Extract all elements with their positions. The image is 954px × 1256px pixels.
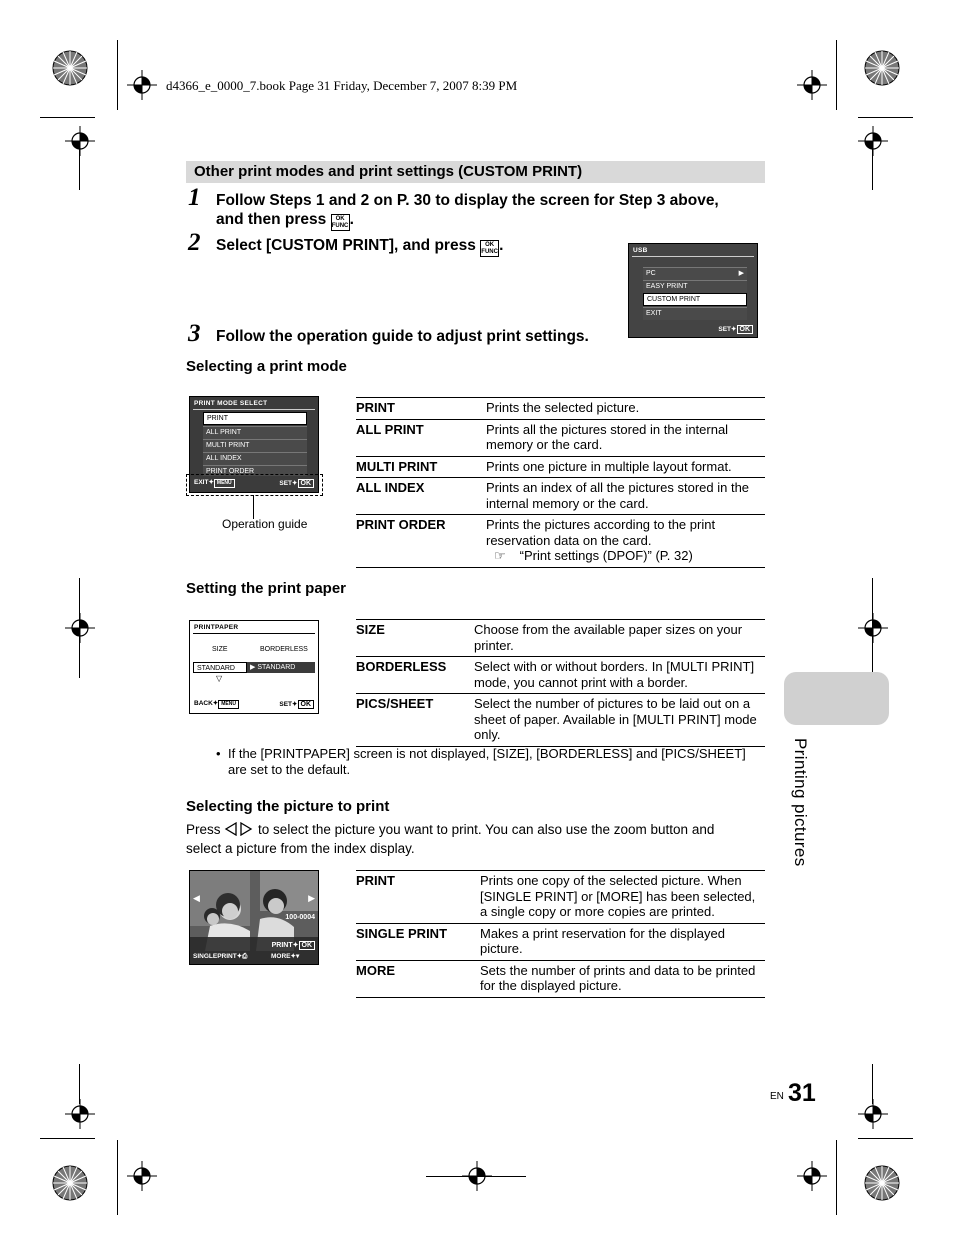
- arrow-right-icon: ▶: [738, 270, 744, 277]
- table-row: PRINT ORDER Prints the pictures according to the print reservation data on the card. ☞ “Print settings (DPOF)” (P. 32): [356, 515, 765, 568]
- usb-menu-screen: USB PC ▶ EASY PRINT CUSTOM PRINT EXIT SET✦ OK: [628, 243, 758, 338]
- registration-wheel-icon: [52, 1165, 88, 1201]
- arrow-right-icon: ▶: [308, 893, 315, 903]
- crosshair-icon: [797, 1161, 827, 1191]
- crosshair-icon: [127, 70, 157, 100]
- select-picture-table: [356, 870, 765, 998]
- print-paper-table: [356, 619, 765, 747]
- crosshair-icon: [65, 613, 95, 643]
- select-picture-body: Press to select the picture you want to print. You can also use the zoom button and select a picture from the index display.: [186, 822, 715, 856]
- table-row: SIZE Choose from the available paper sizes on your printer.: [356, 620, 765, 657]
- chapter-tab: [784, 672, 889, 725]
- usb-item-exit[interactable]: EXIT: [643, 307, 747, 320]
- mode-item-all-print[interactable]: ALL PRINT: [203, 426, 307, 439]
- reference-hand-icon: ☞: [494, 548, 506, 563]
- mode-item-print[interactable]: PRINT: [203, 412, 307, 425]
- borderless-value[interactable]: ▶ STANDARD: [247, 662, 315, 673]
- language-code: EN: [770, 1091, 784, 1102]
- print-mode-table: [356, 397, 765, 568]
- table-row: BORDERLESS Select with or without borders. In [MULTI PRINT] mode, you cannot print with a border.: [356, 657, 765, 694]
- crosshair-icon: [858, 1099, 888, 1129]
- crosshair-icon: [127, 1161, 157, 1191]
- arrow-left-icon: ◀: [193, 893, 200, 903]
- section-title: Other print modes and print settings (CUSTOM PRINT): [194, 163, 583, 180]
- single-print-guide: SINGLEPRINT✦⎙: [193, 953, 248, 960]
- set-guide: SET✦ OK: [279, 479, 314, 488]
- step-number: 1: [188, 184, 201, 211]
- left-right-arrow-icon: [224, 822, 254, 840]
- usb-item-pc[interactable]: PC ▶: [643, 267, 747, 280]
- print-paper-screen: PRINTPAPER SIZE BORDERLESS STANDARD ▶ STANDARD ▽ BACK✦ MENU SET✦ OK: [189, 620, 319, 714]
- page-number: 31: [788, 1079, 816, 1107]
- subheading-print-paper: Setting the print paper: [186, 580, 347, 597]
- step-number: 2: [188, 229, 201, 256]
- exit-guide: EXIT✦ MENU: [194, 478, 235, 488]
- set-guide: SET✦ OK: [718, 325, 753, 334]
- bullet-icon: •: [216, 746, 221, 761]
- printer-icon: ⎙: [242, 953, 248, 960]
- section-title-bar: [186, 161, 765, 183]
- step-number: 3: [188, 320, 201, 347]
- mode-item-print-order[interactable]: PRINT ORDER: [203, 465, 307, 476]
- table-row: PICS/SHEET Select the number of pictures to be laid out on a sheet of paper. Available in [MULTI PRINT] mode only.: [356, 694, 765, 747]
- crosshair-icon: [858, 126, 888, 156]
- table-row: ALL PRINT Prints all the pictures stored in the internal memory or the card.: [356, 419, 765, 456]
- subheading-print-mode: Selecting a print mode: [186, 358, 347, 375]
- down-arrow-icon: ▽: [216, 674, 223, 683]
- operation-guide-label: Operation guide: [222, 517, 308, 531]
- table-row: PRINT Prints one copy of the selected picture. When [SINGLE PRINT] or [MORE] has been selected, a single copy or more copies are printed.: [356, 871, 765, 924]
- registration-wheel-icon: [864, 1165, 900, 1201]
- back-guide: BACK✦ MENU: [194, 699, 239, 709]
- print-paper-note: If the [PRINTPAPER] screen is not displayed, [SIZE], [BORDERLESS] and [PICS/SHEET] are set to the default.: [228, 746, 746, 777]
- step-1-text: Follow Steps 1 and 2 on P. 30 to display the screen for Step 3 above, and then press OK FUNC.: [216, 192, 719, 229]
- file-number: 100-0004: [285, 914, 315, 921]
- book-header: d4366_e_0000_7.book Page 31 Friday, December 7, 2007 8:39 PM: [166, 78, 518, 93]
- step-1-line2: and then press: [216, 211, 327, 228]
- registration-wheel-icon: [52, 50, 88, 86]
- table-row: MULTI PRINT Prints one picture in multiple layout format.: [356, 456, 765, 478]
- ok-func-button-icon: OK FUNC: [331, 216, 349, 229]
- step-3-text: Follow the operation guide to adjust print settings.: [216, 328, 589, 345]
- print-guide: PRINT✦ OK: [272, 941, 315, 950]
- reference-link[interactable]: “Print settings (DPOF)” (P. 32): [519, 548, 693, 563]
- arrow-right-icon: ▶: [250, 664, 256, 671]
- table-row: MORE Sets the number of prints and data to be printed for the displayed picture.: [356, 960, 765, 997]
- crosshair-icon: [65, 126, 95, 156]
- operation-guide-highlight: [186, 474, 323, 496]
- table-row: PRINT Prints the selected picture.: [356, 398, 765, 420]
- step-1-line1: Follow Steps 1 and 2 on P. 30 to display the screen for Step 3 above,: [216, 192, 719, 209]
- playback-screen: [189, 870, 319, 965]
- subheading-select-picture: Selecting the picture to print: [186, 798, 390, 815]
- more-guide: MORE✦▾: [271, 953, 300, 960]
- registration-wheel-icon: [864, 50, 900, 86]
- ok-func-button-icon: OK FUNC: [481, 242, 498, 255]
- crosshair-icon: [858, 613, 888, 643]
- step-2-text: Select [CUSTOM PRINT], and press OK FUNC.: [216, 237, 504, 255]
- mode-item-all-index[interactable]: ALL INDEX: [203, 452, 307, 465]
- usb-item-custom-print[interactable]: CUSTOM PRINT: [643, 293, 747, 306]
- crosshair-icon: [797, 70, 827, 100]
- arrow-down-icon: ▾: [295, 953, 300, 960]
- set-guide: SET✦ OK: [279, 700, 314, 709]
- table-row: ALL INDEX Prints an index of all the pictures stored in the internal memory or the card.: [356, 478, 765, 515]
- paper-size-value[interactable]: STANDARD: [193, 662, 247, 673]
- mode-item-multi-print[interactable]: MULTI PRINT: [203, 439, 307, 452]
- print-mode-select-screen: PRINT MODE SELECT PRINT ALL PRINT MULTI PRINT ALL INDEX PRINT ORDER EXIT✦ MENU SET✦ OK: [189, 396, 319, 493]
- table-row: SINGLE PRINT Makes a print reservation for the displayed picture.: [356, 923, 765, 960]
- chapter-label: Printing pictures: [791, 738, 810, 867]
- crosshair-icon: [65, 1099, 95, 1129]
- usb-item-easy-print[interactable]: EASY PRINT: [643, 280, 747, 293]
